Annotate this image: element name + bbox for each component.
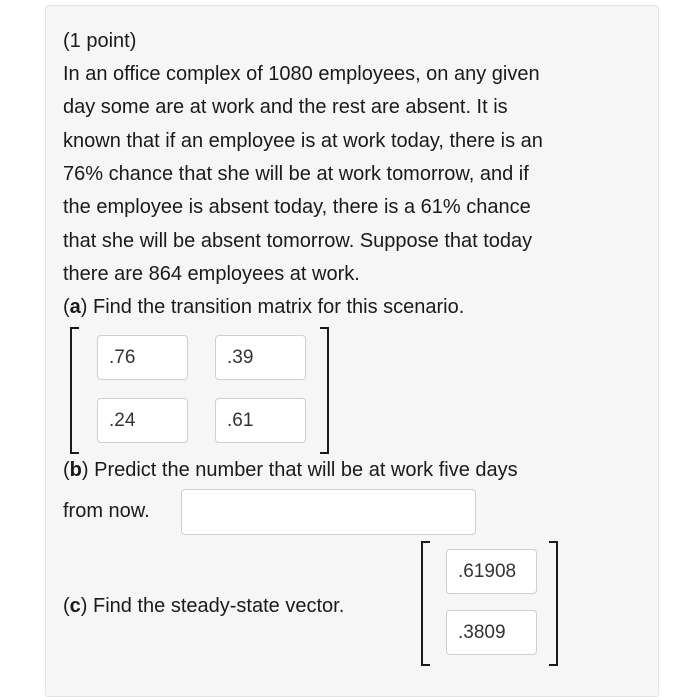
question-line-6: that she will be absent tomorrow. Suppose that today xyxy=(63,230,533,252)
points-label: (1 point) xyxy=(63,30,137,52)
vector-right-bracket xyxy=(549,541,558,666)
question-line-3: known that if an employee is at work today, there is an xyxy=(63,130,543,152)
matrix-left-bracket xyxy=(70,327,79,454)
question-line-7: there are 864 employees at work. xyxy=(63,263,360,285)
part-a-prompt: (a) Find the transition matrix for this scenario. xyxy=(63,296,465,318)
matrix-right-bracket xyxy=(320,327,329,454)
matrix-cell-r1c1[interactable] xyxy=(97,335,188,380)
part-b-prompt: (b) Predict the number that will be at work five days xyxy=(63,459,518,481)
part-b-prompt-line-2: from now. xyxy=(63,500,150,522)
question-line-2: day some are at work and the rest are absent. It is xyxy=(63,96,508,118)
question-line-4: 76% chance that she will be at work tomorrow, and if xyxy=(63,163,529,185)
vector-left-bracket xyxy=(421,541,430,666)
vector-cell-2[interactable] xyxy=(446,610,537,655)
matrix-cell-r1c2[interactable] xyxy=(215,335,306,380)
part-c-prompt: (c) Find the steady-state vector. xyxy=(63,595,345,617)
question-line-5: the employee is absent today, there is a 61% chance xyxy=(63,196,531,218)
matrix-cell-r2c1[interactable] xyxy=(97,398,188,443)
question-line-1: In an office complex of 1080 employees, on any given xyxy=(63,63,540,85)
matrix-cell-r2c2[interactable] xyxy=(215,398,306,443)
part-b-answer-input[interactable] xyxy=(181,489,476,535)
vector-cell-1[interactable] xyxy=(446,549,537,594)
